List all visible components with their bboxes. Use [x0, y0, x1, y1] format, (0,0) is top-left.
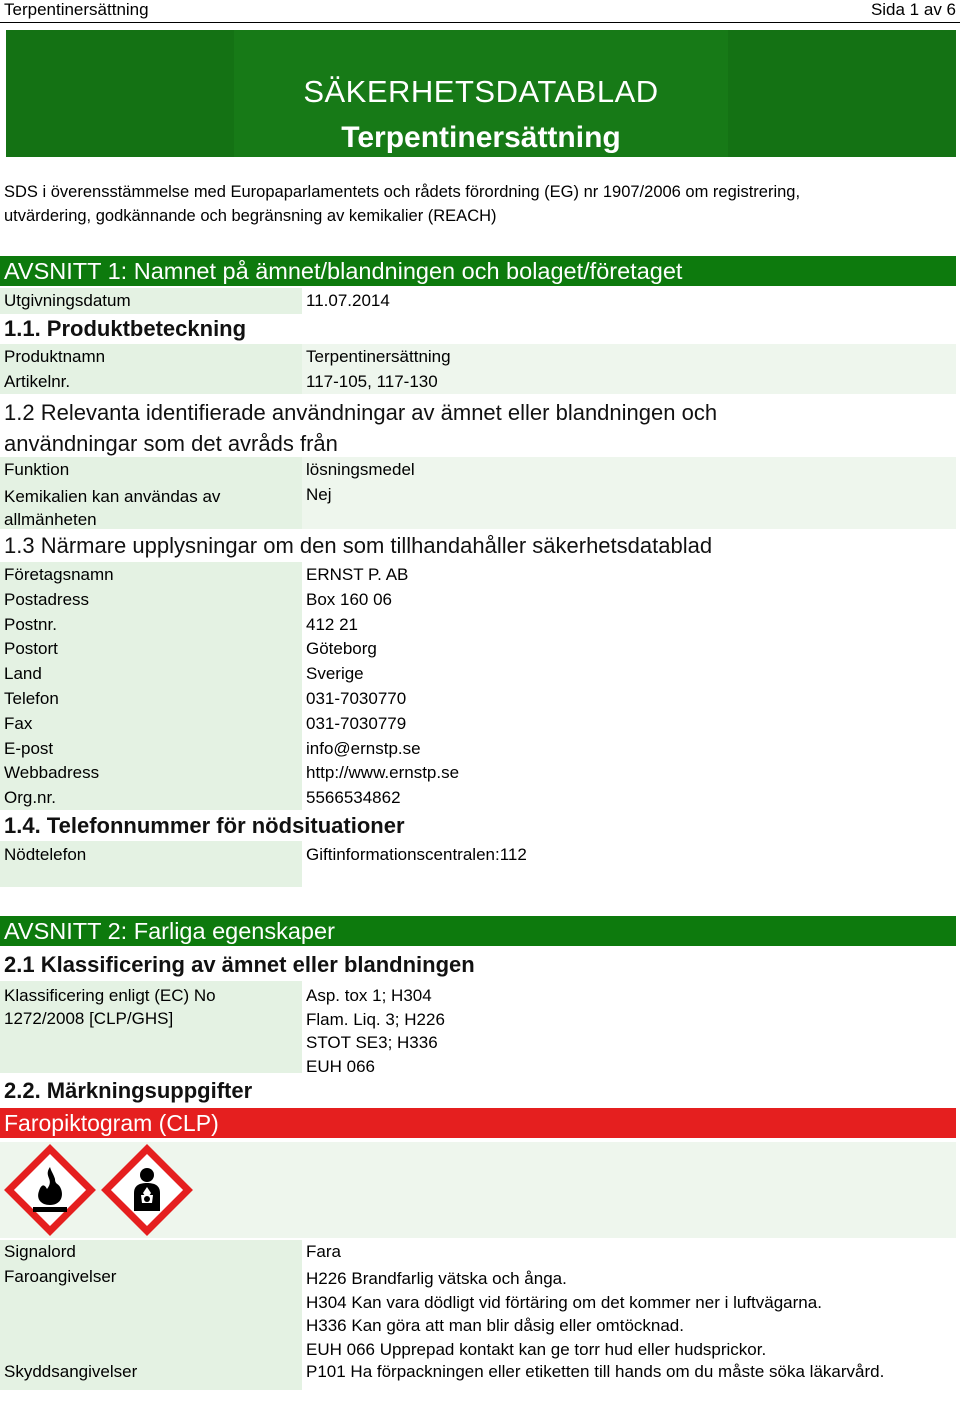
supplier-row-value: Sverige	[306, 664, 364, 683]
function-value: lösningsmedel	[306, 460, 415, 479]
article-number-label: Artikelnr.	[4, 372, 71, 391]
signal-word-label: Signalord	[4, 1242, 76, 1261]
subsection-1-3-heading: 1.3 Närmare upplysningar om den som tillhandahåller säkerhetsdatablad	[4, 533, 713, 558]
hazard-statement: H336 Kan göra att man blir dåsig eller omtöcknad.	[306, 1316, 684, 1335]
precautionary-statement-value: P101 Ha förpackningen eller etiketten till hands om du måste söka läkarvård.	[306, 1362, 885, 1381]
emergency-phone-label: Nödtelefon	[4, 845, 87, 864]
hazard-statement: H304 Kan vara dödligt vid förtäring om det kommer ner i luftvägarna.	[306, 1292, 822, 1312]
supplier-row-label: Org.nr.	[4, 788, 56, 807]
supplier-row-label: Postnr.	[4, 615, 57, 634]
product-name-value: Terpentinersättning	[306, 347, 451, 366]
product-name-label: Produktnamn	[4, 347, 106, 366]
hazard-statements-list	[306, 1267, 822, 1361]
supplier-row-value: http://www.ernstp.se	[306, 763, 460, 782]
supplier-row-value: 412 21	[306, 615, 358, 634]
subsection-1-4-heading: 1.4. Telefonnummer för nödsituationer	[4, 813, 405, 838]
hazard-statement: EUH 066 Upprepad kontakt kan ge torr hud eller hudsprickor.	[306, 1339, 767, 1359]
precautionary-statements-label: Skyddsangivelser	[4, 1362, 138, 1381]
classification-label: Klassificering enligt (EC) No 1272/2008 [CLP/GHS]	[4, 986, 216, 1028]
classification-values: Asp. tox 1; H304 Flam. Liq. 3; H226 STOT SE3; H336 EUH 066	[306, 986, 445, 1076]
subsection-1-2-heading: 1.2 Relevanta identifierade användningar av ämnet eller blandningen och användningar som det avråds från	[4, 400, 718, 456]
supplier-row-value: Box 160 06	[306, 590, 393, 609]
article-number-value: 117-105, 117-130	[306, 372, 438, 391]
issue-date-label: Utgivningsdatum	[4, 291, 131, 310]
supplier-row-label: Fax	[4, 714, 33, 733]
supplier-row-label: Webbadress	[4, 763, 100, 782]
supplier-row-value: info@ernstp.se	[306, 739, 421, 758]
flame-pictogram-icon	[3, 1143, 97, 1237]
header-page-number: Sida 1 av 6	[870, 0, 956, 19]
header-doc-name: Terpentinersättning	[4, 0, 149, 19]
issue-date-value: 11.07.2014	[306, 291, 390, 310]
health-hazard-pictogram-icon	[100, 1143, 194, 1237]
product-title: Terpentinersättning	[341, 121, 621, 154]
subsection-1-1-heading: 1.1. Produktbeteckning	[4, 316, 247, 341]
supplier-row-value: 031-7030779	[306, 714, 407, 733]
supplier-row-value: Göteborg	[306, 639, 377, 658]
public-use-label: Kemikalien kan användas av allmänheten	[4, 487, 221, 529]
emergency-phone-value: Giftinformationscentralen:112	[306, 845, 527, 864]
public-use-value: Nej	[306, 485, 332, 504]
supplier-row-value: 031-7030770	[306, 689, 407, 708]
section1-heading: AVSNITT 1: Namnet på ämnet/blandningen och bolaget/företaget	[0, 256, 956, 286]
supplier-row-label: E-post	[4, 739, 54, 758]
supplier-row-value: ERNST P. AB	[306, 565, 409, 584]
supplier-row-label: Företagsnamn	[4, 565, 114, 584]
section2-heading: AVSNITT 2: Farliga egenskaper	[0, 916, 956, 946]
hazard-statement: H226 Brandfarlig vätska och ånga.	[306, 1269, 567, 1288]
subsection-2-1-heading: 2.1 Klassificering av ämnet eller blandningen	[4, 952, 475, 977]
signal-word-value: Fara	[306, 1242, 341, 1261]
header-divider	[0, 22, 960, 23]
intro-text: SDS i överensstämmelse med Europaparlamentets och rådets förordning (EG) nr 1907/2006 om registrering, utvärdering, godkännande och begränsning av kemikalier (REACH)	[4, 183, 801, 225]
supplier-row-label: Land	[4, 664, 42, 683]
document-title: SÄKERHETSDATABLAD	[303, 74, 659, 109]
supplier-row-label: Postadress	[4, 590, 90, 609]
subsection-2-2-heading: 2.2. Märkningsuppgifter	[4, 1078, 253, 1103]
supplier-row-value: 5566534862	[306, 788, 401, 807]
hazard-statements-label: Faroangivelser	[4, 1267, 117, 1286]
supplier-row-label: Postort	[4, 639, 58, 658]
function-label: Funktion	[4, 460, 70, 479]
pictogram-heading: Faropiktogram (CLP)	[0, 1108, 956, 1138]
supplier-row-label: Telefon	[4, 689, 59, 708]
title-banner	[6, 30, 956, 157]
